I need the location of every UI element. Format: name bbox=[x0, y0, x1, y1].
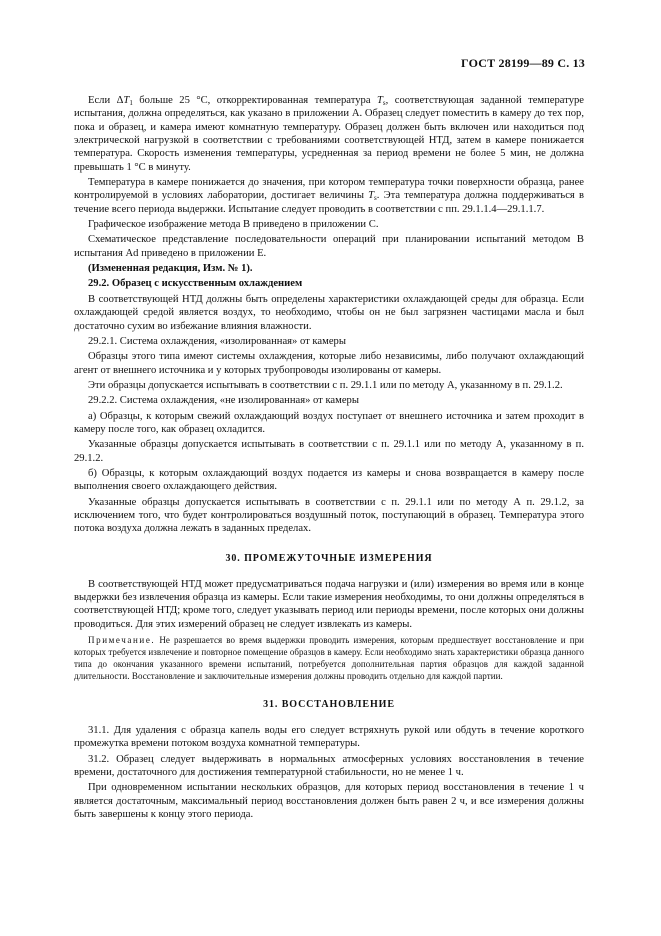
paragraph: Указанные образцы допускается испытывать в соответствии с п. 29.1.1 или по методу А п. 29.1.2, за исключением того, что будет контролироваться воздушный поток, поступающий в образец. Температура этого потока воздуха должна лежать в заданных пределах. bbox=[74, 496, 584, 535]
document-body bbox=[74, 94, 584, 821]
paragraph: Эти образцы допускается испытывать в соответствии с п. 29.1.1 или по методу А, указанному в п. 29.1.2. bbox=[88, 379, 563, 391]
note bbox=[74, 634, 584, 682]
page-header: ГОСТ 28199—89 С. 13 bbox=[461, 56, 585, 70]
subsection-heading: 29.2. Образец с искусственным охлаждением bbox=[88, 278, 303, 290]
paragraph: Схематическое представление последовательности операций при планировании испытаний методом В испытания Ad приведено в приложении Е. bbox=[74, 234, 584, 259]
paragraph: 31.1. Для удаления с образца капель воды его следует встряхнуть рукой или обдуть в течение короткого промежутка времени потоком воздуха комнатной температуры. bbox=[74, 725, 584, 750]
paragraph: Указанные образцы допускается испытывать в соответствии с п. 29.1.1 или по методу А, указанному в п. 29.1.2. bbox=[74, 439, 584, 464]
paragraph: 31.2. Образец следует выдерживать в нормальных атмосферных условиях восстановления в течение времени, достаточного для достижения температурной стабильности, но не менее 1 ч. bbox=[74, 753, 584, 779]
section-title: 30. ПРОМЕЖУТОЧНЫЕ ИЗМЕРЕНИЯ bbox=[225, 552, 433, 564]
section-title: 31. ВОССТАНОВЛЕНИЕ bbox=[263, 699, 395, 711]
subsection-heading: 29.2.1. Система охлаждения, «изолированная» от камеры bbox=[88, 335, 346, 347]
subsection-heading: 29.2.2. Система охлаждения, «не изолированная» от камеры bbox=[88, 395, 359, 407]
paragraph: Температура в камере понижается до значения, при котором температура точки поверхности образца, ранее контролируемой в условиях лаборатории, достигает величины $T_s$. Эта температура должна поддерживаться в течение всего периода выдержки. Испытание следует проводить в соответствии с пп. 29.1.1.4—29.1.1.7. bbox=[74, 177, 584, 215]
paragraph: Образцы этого типа имеют системы охлаждения, которые либо независимы, либо получают охлаждающий агент от внешнего источника и у которых трубопроводы изолированы от камеры. bbox=[74, 351, 584, 376]
paragraph: б) Образцы, к которым охлаждающий воздух подается из камеры и снова возвращается в камеру после выполнения своего охлаждающего действия. bbox=[74, 467, 584, 493]
paragraph: При одновременном испытании нескольких образцов, для которых период восстановления в течение 1 ч является достаточным, максимальный период восстановления должен быть равен 2 ч, и все измерения должны быть завершены к концу этого периода. bbox=[74, 782, 584, 821]
paragraph: а) Образцы, к которым свежий охлаждающий воздух поступает от внешнего источника и затем проходит в камеру после того, как образец охладится. bbox=[74, 410, 584, 435]
paragraph: В соответствующей НТД должны быть определены характеристики охлаждающей среды для образца. Если охлаждающей средой является воздух, то необходимо, чтобы он не был загрязнен частицами масла и был достаточно сухим во избежание влияния влажности. bbox=[74, 293, 584, 332]
note-text: Не разрешается во время выдержки проводить измерения, которым предшествует восстановление и при которых требуется извлечение и повторное помещение образцов в камеру. Если необходимо знать характеристики образца данного типа до окончания указанного времени испытаний, потребуется дополнительная партия образцов для каждой заданной длительности. Восстановление и заключительные измерения должны проводить отдельно для каждой партии. bbox=[74, 635, 584, 682]
paragraph: Если $\Delta T_1$ больше 25 °С, откорректированная температура $T_s$, соответствующая заданной температуре испытания, должна определяться, как указано в приложении А. Образец следует поместить в камеру до тех пор, пока и образец, и камера имеют комнатную температуру. Образец должен быть включен или находиться под электрической нагрузкой в соответствии с требованиями соответствующей НТД, затем в камере понижается температура. Скорость изменения температуры, усредненная за период времени не более 5 мин, не должна превышать 1 °С в минуту. bbox=[74, 95, 584, 173]
note-label: Примечание. bbox=[88, 635, 156, 646]
paragraph: Графическое изображение метода В приведено в приложении С. bbox=[88, 219, 379, 231]
amendment-note: (Измененная редакция, Изм. № 1). bbox=[88, 263, 253, 275]
paragraph: В соответствующей НТД может предусматриваться подача нагрузки и (или) измерения во время или в конце выдержки без извлечения образца из камеры. Если такие измерения необходимы, то они должны определяться в соответствующей НТД; кроме того, следует указывать период или периоды времени, после которых они должны проводиться. Для этих измерений образец не следует извлекать из камеры. bbox=[74, 578, 584, 630]
